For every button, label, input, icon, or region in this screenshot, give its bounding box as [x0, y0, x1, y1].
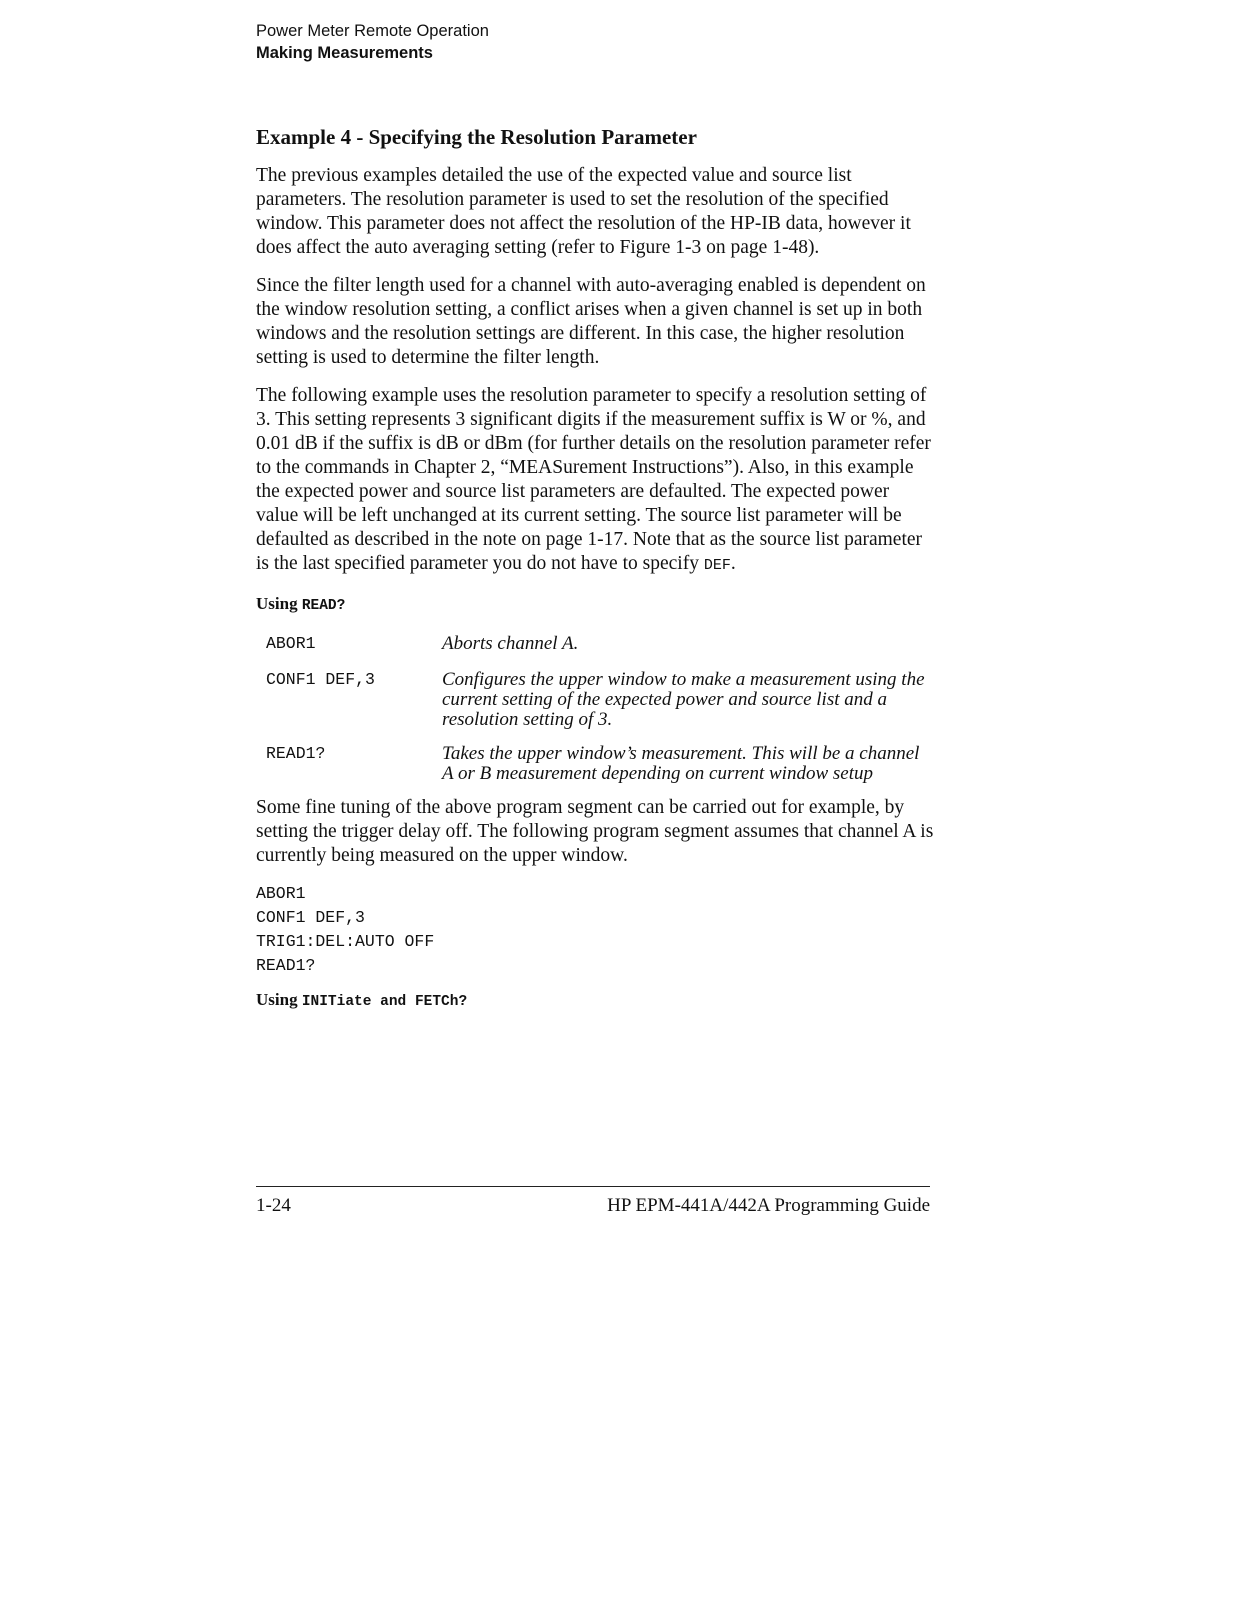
command-row — [266, 632, 936, 656]
command-code: ABOR1 — [266, 634, 316, 653]
code-line: READ1? — [256, 956, 316, 975]
code-line: TRIG1:DEL:AUTO OFF — [256, 932, 435, 951]
command-description: Configures the upper window to make a measurement using the current setting of the expected power and source list and a resolution setting of 3. — [442, 669, 925, 730]
command-description: Takes the upper window’s measurement. This will be a channel A or B measurement depending on current window setup — [442, 743, 920, 784]
running-header — [256, 20, 489, 64]
program-segment — [256, 882, 936, 978]
using-command: INITiate and FETCh? — [301, 994, 468, 1010]
def-keyword: DEF — [703, 557, 731, 574]
guide-title: HP EPM-441A/442A Programming Guide — [607, 1195, 930, 1216]
read-command-table — [266, 632, 936, 784]
main-content — [256, 122, 936, 1028]
code-line: ABOR1 — [256, 884, 306, 903]
chapter-title: Power Meter Remote Operation — [256, 22, 489, 40]
example-heading: Example 4 - Specifying the Resolution Parameter — [256, 125, 697, 149]
paragraph-example-text: The following example uses the resolution parameter to specify a resolution setting of 3. This setting represents 3 significant digits if the measurement suffix is W or %, and 0.01 dB if the suffix is dB or dBm (for further details on the resolution parameter refer to the commands in Chapter 2, “MEASurement Instructions”). Also, in this example the expected power and source list parameters are defaulted. The expected power value will be left unchanged at its current setting. The source list parameter will be defaulted as described in the note on page 1-17. Note that as the source list parameter is the last specified parameter you do not have to specify — [256, 385, 931, 574]
paragraph-fine-tuning: Some fine tuning of the above program segment can be carried out for example, by setting the trigger delay off. The following program segment assumes that channel A is currently being measured on the upper window. — [256, 797, 934, 866]
paragraph-filter-length: Since the filter length used for a channel with auto-averaging enabled is dependent on the window resolution setting, a conflict arises when a given channel is set up in both windows and the resolution settings are different. In this case, the higher resolution setting is used to determine the filter length. — [256, 275, 926, 368]
command-description: Aborts channel A. — [442, 633, 579, 654]
using-initiate-heading — [256, 988, 936, 1014]
using-label: Using — [256, 990, 298, 1009]
footer-divider — [256, 1186, 930, 1187]
using-label: Using — [256, 594, 298, 613]
page-number: 1-24 — [256, 1195, 291, 1216]
using-read-heading — [256, 592, 936, 618]
command-row — [266, 668, 936, 730]
command-code: READ1? — [266, 744, 326, 763]
paragraph-example-description — [256, 384, 936, 578]
section-title: Making Measurements — [256, 44, 433, 62]
command-code: CONF1 DEF,3 — [266, 670, 375, 689]
command-row — [266, 742, 936, 784]
code-line: CONF1 DEF,3 — [256, 908, 365, 927]
paragraph-example-end: . — [730, 553, 736, 574]
paragraph-intro: The previous examples detailed the use of the expected value and source list parameters. The resolution parameter is used to set the resolution of the specified window. This parameter does not affect the resolution of the HP-IB data, however it does affect the auto averaging setting (refer to Figure 1-3 on page 1-48). — [256, 165, 911, 258]
using-command: READ? — [301, 598, 346, 614]
